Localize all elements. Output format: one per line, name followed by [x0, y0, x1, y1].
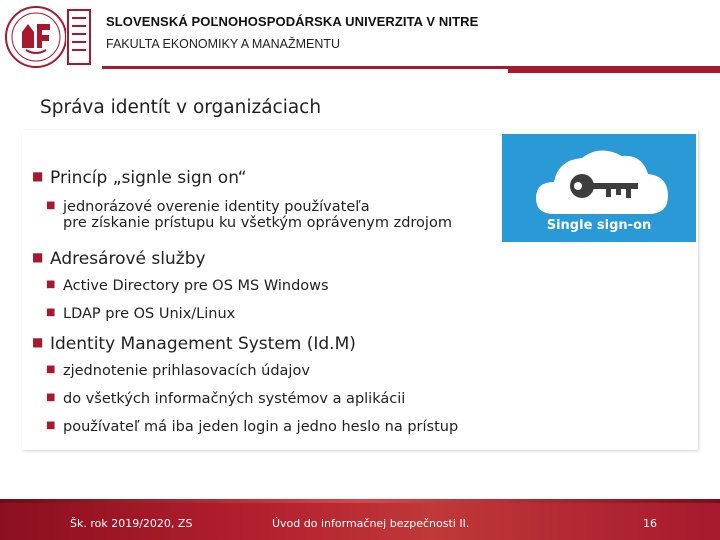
bullet-text: LDAP pre OS Unix/Linux [63, 306, 236, 322]
square-bullet-icon: ■ [46, 200, 56, 211]
square-bullet-icon: ■ [32, 250, 44, 264]
cloud-icon [536, 150, 668, 214]
square-bullet-icon: ■ [46, 392, 56, 403]
footer-shine [0, 499, 720, 503]
bullet-text: Princíp „signle sign on“ [50, 168, 247, 188]
bullet-active-directory [46, 278, 329, 294]
footer-page-number: 16 [643, 517, 657, 530]
university-logo [4, 2, 94, 72]
bullet-text: zjednotenie prihlasovacích údajov [63, 363, 310, 379]
footer-course-name: Úvod do informačnej bezpečnosti II. [272, 517, 470, 530]
square-bullet-icon: ■ [46, 307, 56, 318]
bullet-text-continued: pre získanie prístupu ku všetkým oprávenym zdrojom [63, 215, 452, 231]
bullet-ldap [46, 306, 235, 322]
bullet-all-systems [46, 391, 405, 407]
university-name: SLOVENSKÁ POĽNOHOSPODÁRSKA UNIVERZITA V NITRE [106, 14, 479, 29]
bullet-text: Identity Management System (Id.M) [50, 334, 356, 354]
bullet-identity-management [32, 334, 356, 354]
footer-bar [0, 499, 720, 540]
bullet-text: do všetkých informačných systémov a aplikácii [63, 391, 406, 407]
square-bullet-icon: ■ [32, 169, 44, 183]
bullet-sso-principle [32, 168, 247, 188]
square-bullet-icon: ■ [32, 335, 44, 349]
bullet-single-login [46, 419, 458, 435]
bullet-text: Active Directory pre OS MS Windows [63, 278, 329, 294]
faculty-name: FAKULTA EKONOMIKY A MANAŽMENTU [106, 37, 341, 51]
header-divider-accent [508, 66, 720, 73]
bullet-unified-credentials [46, 363, 310, 379]
bullet-text: jednorázové overenie identity používateľa [63, 199, 370, 215]
square-bullet-icon: ■ [46, 279, 56, 290]
slide-title: Správa identít v organizáciach [40, 97, 322, 118]
bullet-text: používateľ má iba jeden login a jedno heslo na prístup [63, 419, 459, 435]
bullet-directory-services [32, 249, 206, 269]
square-bullet-icon: ■ [46, 420, 56, 431]
single-sign-on-label: Single sign-on [546, 218, 652, 233]
footer-academic-year: Šk. rok 2019/2020, ZS [70, 517, 193, 530]
bullet-sso-detail [46, 199, 452, 231]
bullet-text: Adresárové služby [50, 249, 206, 269]
single-sign-on-image [502, 134, 696, 242]
square-bullet-icon: ■ [46, 364, 56, 375]
